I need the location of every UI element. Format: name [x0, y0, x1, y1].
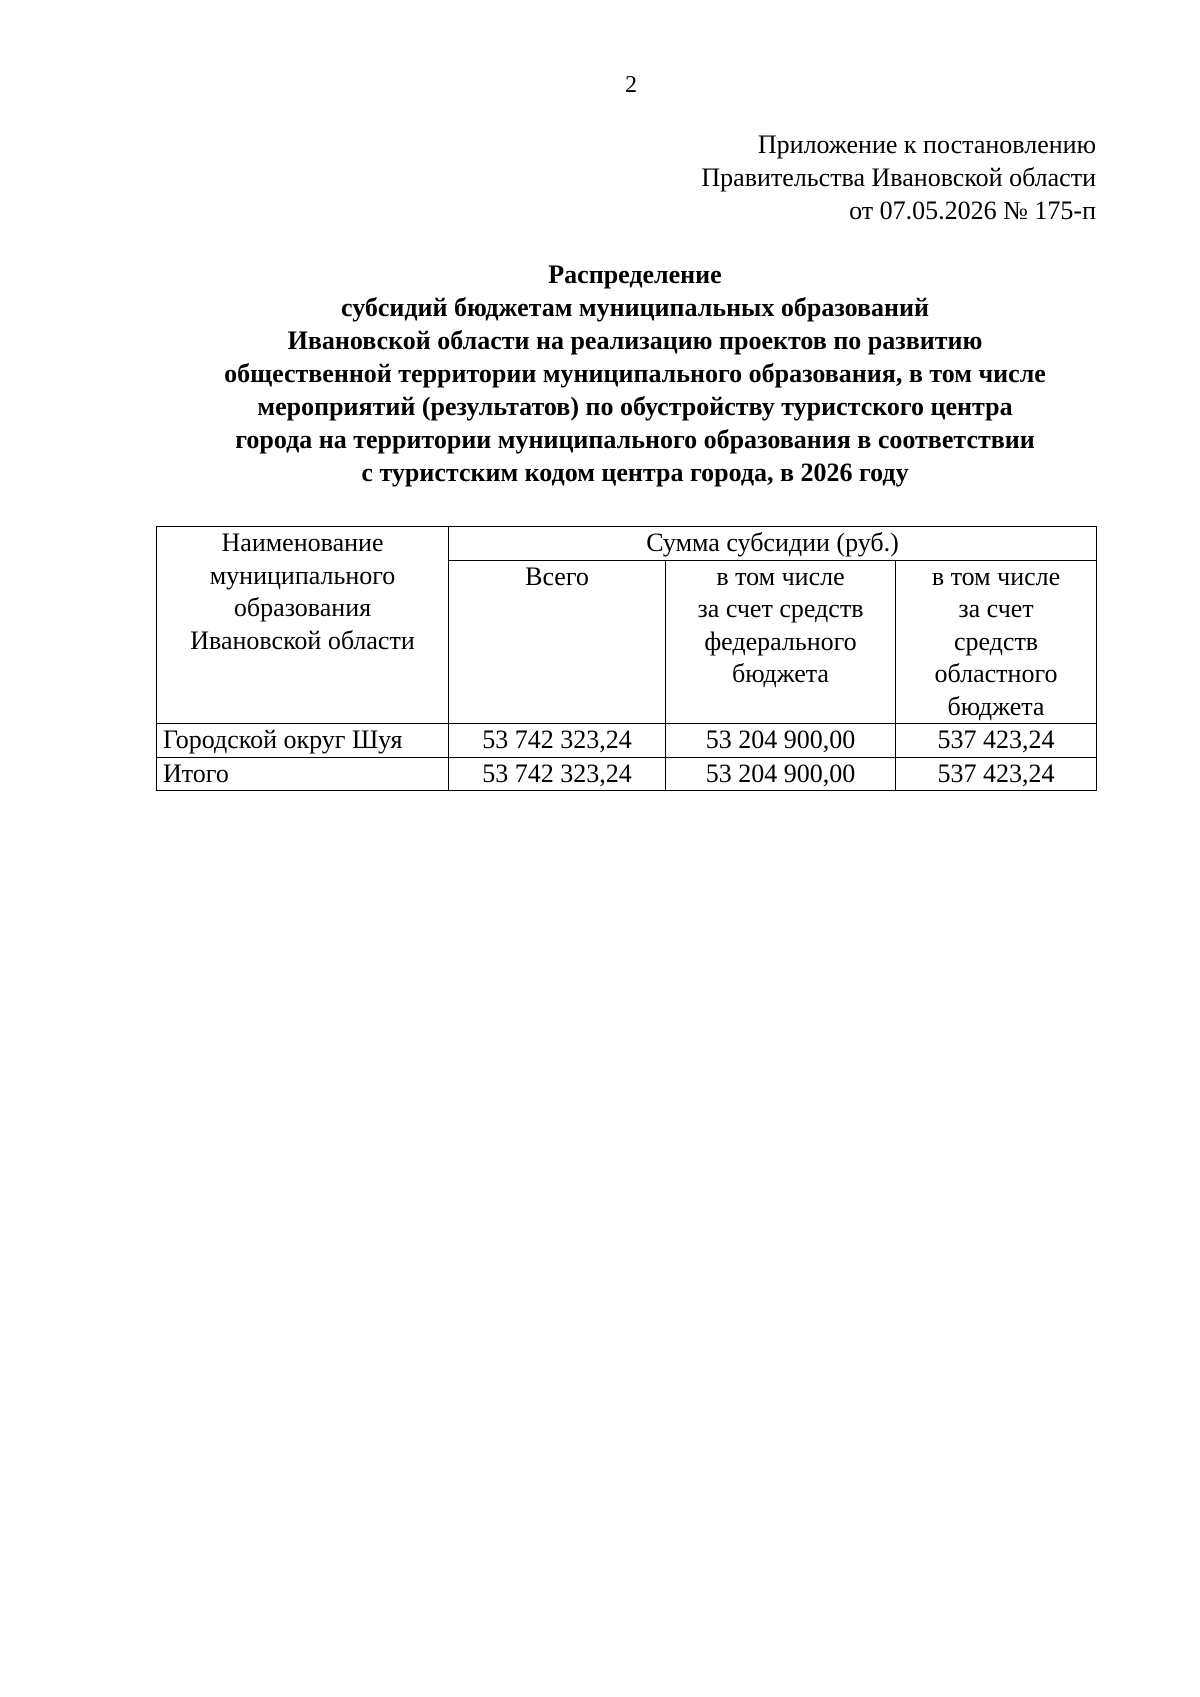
document-title	[140, 258, 1130, 489]
cell-regional: 537 423,24	[896, 757, 1097, 791]
appendix-line: от 07.05.2026 № 175-п	[849, 196, 1096, 225]
header-regional: в том числе за счет средств областного бюджета	[896, 560, 1097, 724]
title-line: с туристским кодом центра города, в 2026 году	[361, 458, 909, 487]
page-number: 2	[625, 72, 637, 98]
cell-federal: 53 204 900,00	[666, 757, 896, 791]
title-line: Распределение	[548, 260, 722, 289]
subsidy-table	[156, 526, 1097, 791]
table-row	[157, 724, 1097, 758]
header-subsidy-sum: Сумма субсидии (руб.)	[449, 527, 1097, 561]
cell-federal: 53 204 900,00	[666, 724, 896, 758]
header-federal: в том числе за счет средств федерального бюджета	[666, 560, 896, 724]
title-line: общественной территории муниципального образования, в том числе	[224, 359, 1046, 388]
cell-total: 53 742 323,24	[449, 724, 666, 758]
header-total: Всего	[449, 560, 666, 724]
title-line: города на территории муниципального образования в соответствии	[235, 425, 1035, 454]
cell-municipality: Городской округ Шуя	[157, 724, 449, 758]
appendix-line: Правительства Ивановской области	[701, 163, 1096, 192]
title-line: Ивановской области на реализацию проектов по развитию	[287, 326, 983, 355]
table-header-row	[157, 527, 1097, 561]
cell-regional: 537 423,24	[896, 724, 1097, 758]
header-municipality: Наименование муниципального образования Ивановской области	[157, 527, 449, 724]
title-line: субсидий бюджетам муниципальных образований	[341, 293, 929, 322]
cell-total: 53 742 323,24	[449, 757, 666, 791]
appendix-line: Приложение к постановлению	[757, 130, 1096, 159]
cell-municipality: Итого	[157, 757, 449, 791]
title-line: мероприятий (результатов) по обустройству туристского центра	[257, 392, 1013, 421]
appendix-reference	[701, 128, 1096, 227]
table-row-total	[157, 757, 1097, 791]
